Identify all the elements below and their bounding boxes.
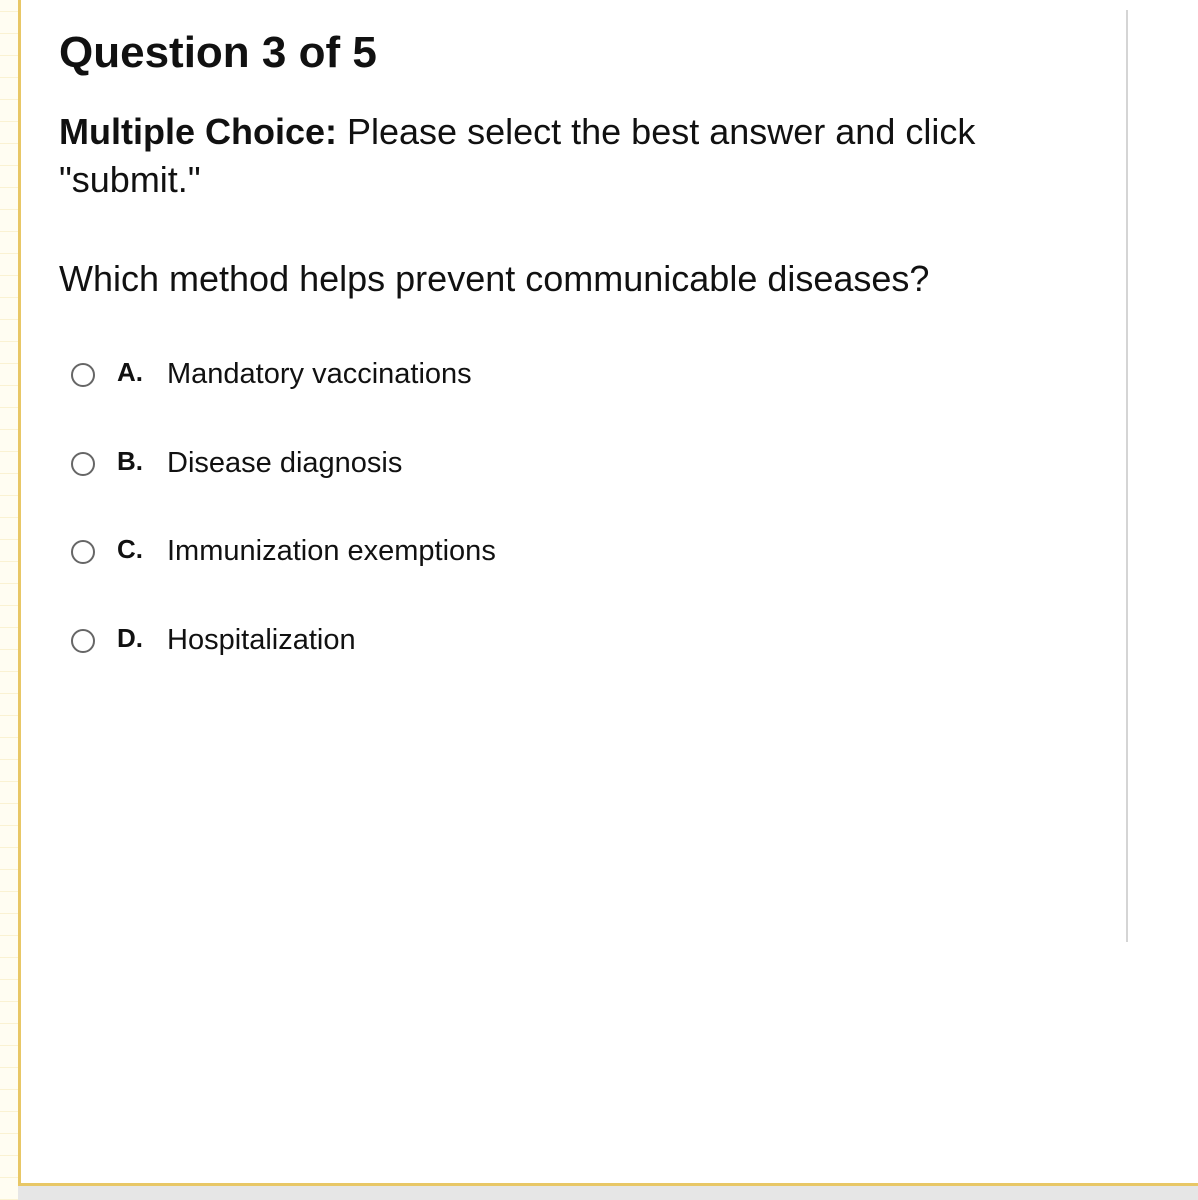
choice-letter: A.: [117, 357, 143, 387]
bottom-bar: [18, 1183, 1198, 1200]
choice-text[interactable]: Disease diagnosis: [167, 446, 403, 479]
choice-b[interactable]: [71, 439, 496, 528]
instructions-lead: Multiple Choice:: [59, 111, 337, 152]
question-title: Question 3 of 5: [59, 28, 377, 77]
choice-d[interactable]: [71, 616, 496, 705]
right-divider: [1126, 10, 1128, 942]
radio-button-icon[interactable]: [71, 540, 95, 564]
left-page-strip: [0, 0, 18, 1200]
choice-c[interactable]: [71, 527, 496, 616]
choice-text[interactable]: Hospitalization: [167, 623, 356, 656]
question-prompt: Which method helps prevent communicable diseases?: [59, 258, 930, 299]
instructions: [59, 108, 1089, 204]
instructions-text: Please select the best answer and click "submit.": [59, 111, 976, 200]
choice-text[interactable]: Immunization exemptions: [167, 535, 496, 567]
choice-letter: B.: [117, 445, 143, 476]
choice-letter: C.: [117, 534, 143, 564]
choice-a[interactable]: [71, 350, 496, 439]
radio-button-icon[interactable]: [71, 452, 95, 476]
answer-choices: [71, 350, 496, 704]
choice-letter: D.: [117, 622, 143, 653]
radio-button-icon[interactable]: [71, 363, 95, 387]
choice-text[interactable]: Mandatory vaccinations: [167, 358, 472, 390]
left-page-border: [18, 0, 21, 1185]
radio-button-icon[interactable]: [71, 629, 95, 653]
